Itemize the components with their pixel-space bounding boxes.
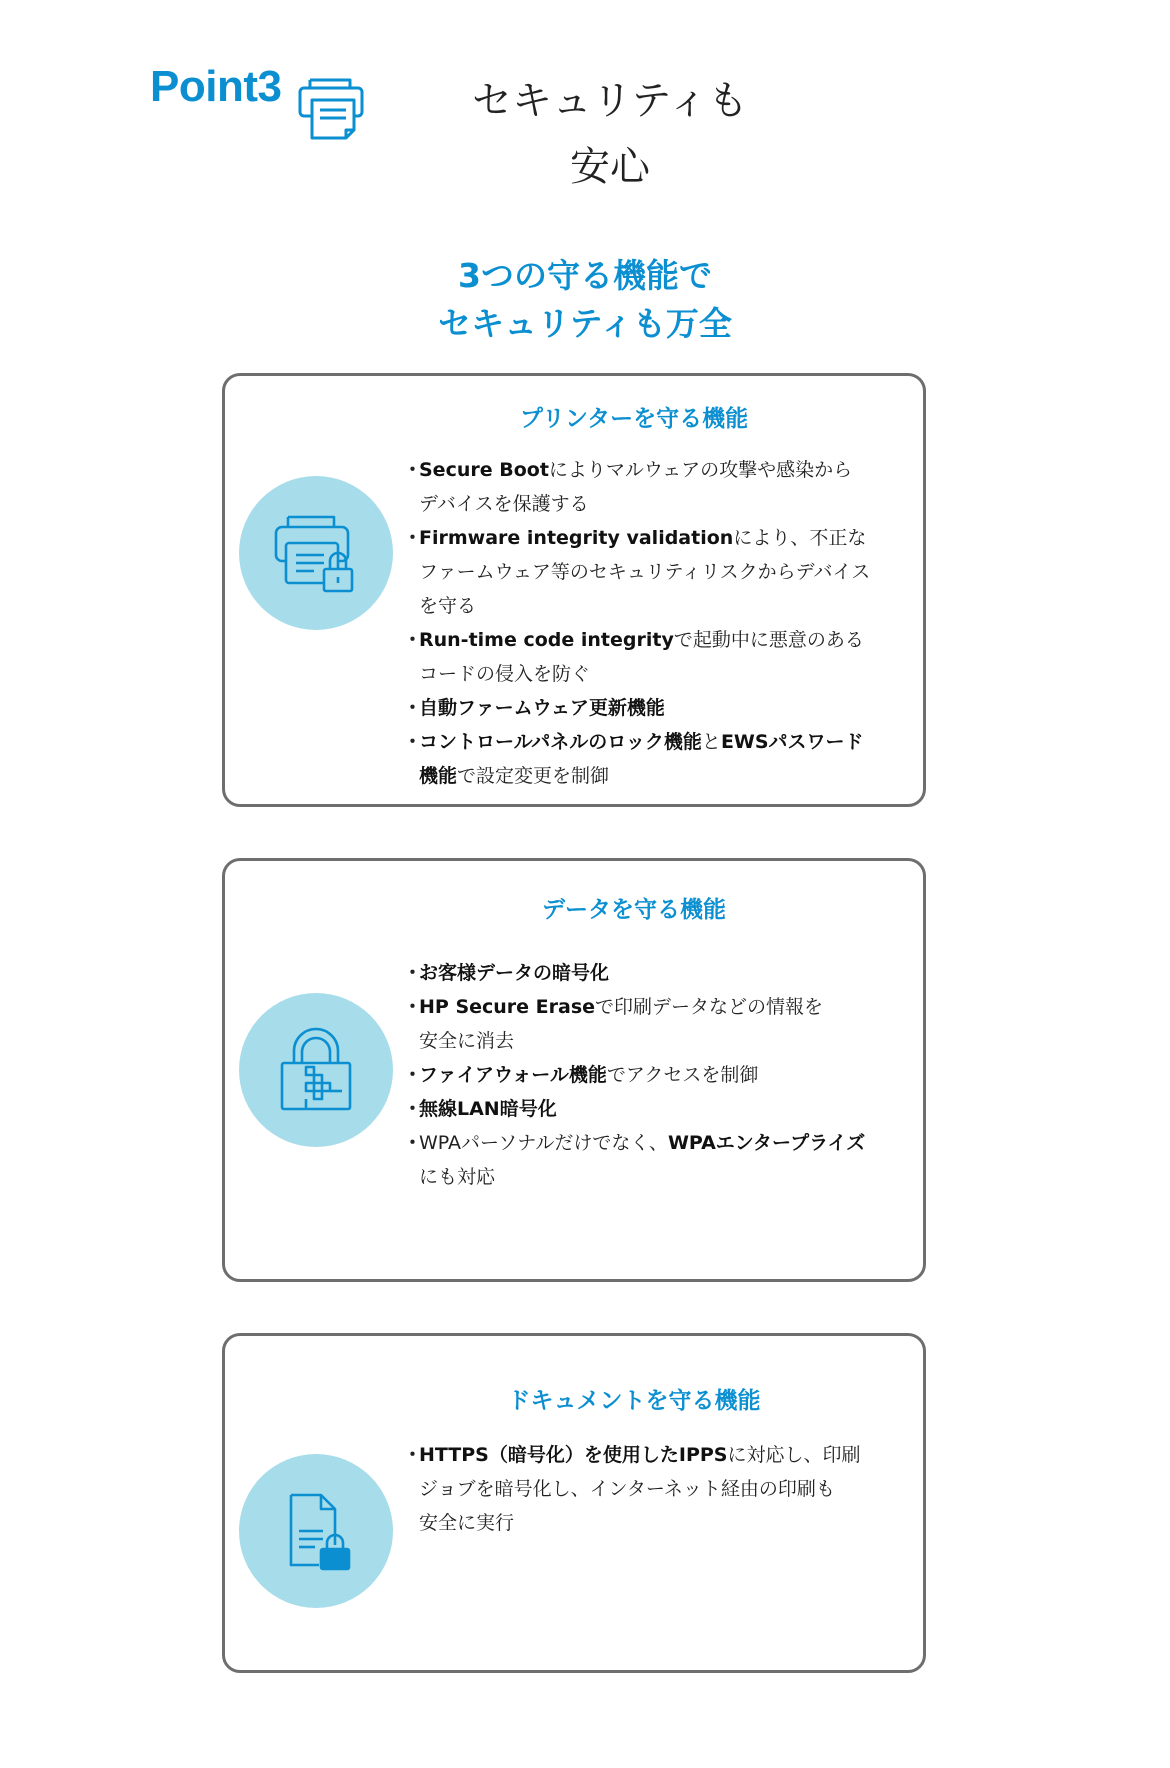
document-lock-icon	[281, 1491, 351, 1571]
list-item: ・ HTTPS（暗号化）を使用したIPPSに対応し、印刷 ジョブを暗号化し、インターネット経由の印刷も 安全に実行	[403, 1444, 861, 1534]
padlock-data-icon	[276, 1025, 356, 1115]
feature-list	[403, 1438, 909, 1540]
list-item: ・ Secure Bootによりマルウェアの攻撃や感染から デバイスを保護する	[403, 459, 853, 515]
feature-list	[403, 453, 909, 793]
sub-heading	[0, 252, 1170, 348]
list-item: ・ お客様データの暗号化	[403, 962, 610, 984]
list-item: ・ コントロールパネルのロック機能とEWSパスワード 機能で設定変更を制御	[403, 731, 864, 787]
card-printer-protection	[222, 373, 926, 807]
card-title: ドキュメントを守る機能	[507, 1388, 761, 1414]
icon-circle	[239, 1454, 393, 1608]
card-data-protection	[222, 858, 926, 1282]
printer-lock-icon	[268, 511, 364, 595]
list-item: ・ Firmware integrity validationにより、不正な ファームウェア等のセキュリティリスクからデバイス を守る	[403, 527, 871, 617]
card-document-protection	[222, 1333, 926, 1673]
feature-list	[403, 956, 909, 1194]
printer-document-icon	[296, 70, 366, 142]
sub-heading-line2: セキュリティも万全	[438, 304, 732, 343]
card-title: データを守る機能	[542, 897, 726, 923]
icon-circle	[239, 476, 393, 630]
list-item: ・ 自動ファームウェア更新機能	[403, 697, 665, 719]
list-item: ・ Run-time code integrityで起動中に悪意のある コードの侵入を防ぐ	[403, 629, 864, 685]
icon-circle	[239, 993, 393, 1147]
card-title: プリンターを守る機能	[519, 406, 749, 432]
list-item: ・ HP Secure Eraseで印刷データなどの情報を 安全に消去	[403, 996, 824, 1052]
list-item: ・ ファイアウォール機能でアクセスを制御	[403, 1064, 759, 1086]
point-label: Point3	[150, 62, 282, 111]
page-title	[440, 68, 780, 200]
page-title-line2: 安心	[570, 144, 650, 190]
sub-heading-line1: 3つの守る機能で	[458, 256, 712, 295]
list-item: ・ 無線LAN暗号化	[403, 1098, 557, 1120]
list-item: ・ WPAパーソナルだけでなく、WPAエンタープライズ にも対応	[403, 1132, 866, 1188]
page-title-line1: セキュリティも	[472, 78, 748, 124]
